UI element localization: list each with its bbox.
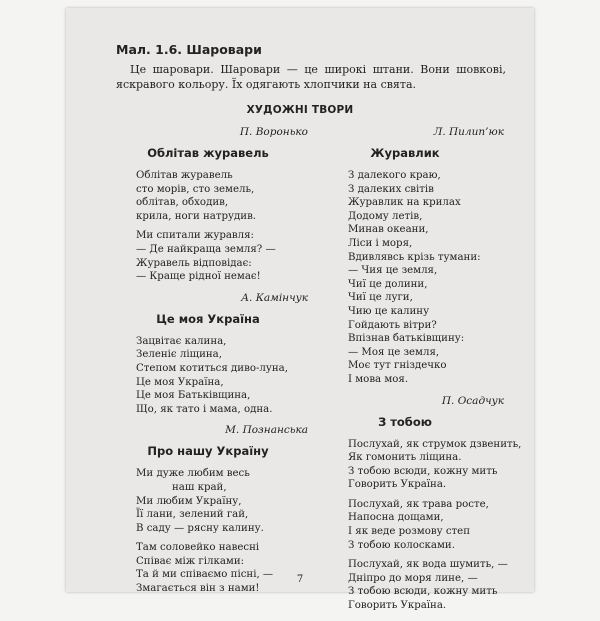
poem-title: З тобою [378, 414, 432, 429]
poem-line: — Чия це земля, [348, 265, 438, 277]
section-title: ХУДОЖНІ ТВОРИ [246, 104, 354, 116]
poem-line: Ліси і моря, [348, 237, 413, 249]
stanza [108, 169, 308, 223]
poem-line: — Моя це земля, [348, 346, 440, 358]
stanza [108, 229, 308, 283]
poem-author: М. Познанська [225, 424, 308, 437]
book-page [66, 8, 534, 612]
stanza [306, 438, 522, 492]
poem-line: — Де найкраща земля? — [136, 243, 276, 255]
poem-line: Там соловейко навесні [136, 542, 260, 554]
poem-line: Співає між гілками: [136, 555, 245, 567]
poem-line: Говорить Україна. [348, 600, 447, 612]
poem-line: Облітав журавель [136, 170, 233, 181]
figure-description [116, 62, 506, 92]
poem-line: Гойдають вітри? [348, 319, 437, 331]
stanza [108, 467, 308, 535]
poem-line: Вдивлявсь крізь тумани: [348, 251, 481, 263]
figure-caption: Мал. 1.6. Шаровари [116, 42, 262, 57]
poem-line: З далекого краю, [348, 170, 441, 181]
poem-line: Що, як тато і мама, одна. [136, 403, 273, 415]
stanza [306, 498, 504, 552]
poem-line: Чию це калину [348, 305, 430, 317]
poem-line: Це моя Батьківщина, [136, 390, 251, 402]
poem-line: Ми любим Україну, [136, 495, 242, 507]
poem-line: З тобою колосками. [348, 539, 455, 551]
poem-line: Зеленіє ліщина, [136, 349, 222, 361]
poem [108, 424, 308, 595]
poem-author: П. Осадчук [441, 394, 504, 407]
poem-line: крила, ноги натрудив. [136, 210, 257, 222]
poem-line: Послухай, як трава росте, [348, 498, 489, 510]
poem-line: Чиї це луги, [348, 292, 413, 304]
poem-line: сто морів, сто земель, [136, 183, 255, 195]
poem-author: Л. Пилип’юк [433, 126, 504, 138]
poem-line: Її лани, зелений гай, [136, 509, 249, 521]
poem-line: Ми спитали журавля: [136, 230, 254, 242]
stanza [108, 335, 308, 417]
poem-line: Змагається він з нами! [136, 583, 260, 595]
page-number: 7 [296, 574, 304, 585]
poem-line: І мова моя. [348, 373, 409, 385]
right-column [306, 126, 522, 621]
poem-line: В саду — рясну калину. [136, 522, 264, 534]
poem-line: Зацвітає калина, [136, 335, 227, 347]
poem-line: Минав океани, [348, 224, 429, 236]
poem-line: Та й ми співаємо пісні, — [136, 569, 274, 581]
poem [108, 292, 308, 417]
poem-line: Це моя Україна, [136, 376, 224, 388]
figure-description-text: Це шаровари. Шаровари — це широкі штани. Вони шовкові, яскравого кольору. Їх одягають хлопчики на свята. [116, 63, 506, 91]
poem-line: Додому летів, [348, 210, 423, 222]
poem-line: наш край, [172, 481, 227, 493]
poem-title: Це моя Україна [156, 311, 260, 326]
poem-line: Дніпро до моря лине, — [348, 572, 478, 584]
poem-line: З тобою всюди, кожну мить [348, 586, 498, 598]
left-column [108, 126, 308, 604]
poem-line: — Краще рідної немає! [136, 271, 261, 283]
stanza [306, 558, 508, 612]
poem-title: Про нашу Україну [147, 444, 269, 459]
poem-line: Говорить Україна. [348, 479, 447, 491]
poem-line: Журавель відповідає: [136, 257, 252, 269]
poem-line: Послухай, як струмок дзвенить, [348, 438, 522, 450]
poem-line: Чиї це долини, [348, 278, 428, 290]
poem-title: Журавлик [370, 146, 440, 160]
stanza [306, 169, 504, 387]
poem [306, 126, 504, 387]
poem-author: П. Воронько [239, 126, 308, 138]
poem-author: А. Камінчук [241, 291, 308, 304]
poem-line: Журавлик на крилах [348, 197, 461, 209]
poem-line: Як гомонить ліщина. [348, 452, 462, 464]
stanza [108, 541, 308, 595]
poem-title: Облітав журавель [147, 146, 269, 160]
poem-line: І як веде розмову степ [348, 526, 470, 538]
poem-line: Моє тут гніздечко [348, 360, 447, 372]
poem-line: Впізнав батьківщину: [348, 333, 465, 345]
poem-line: З далеких світів [348, 183, 434, 195]
poem-line: облітав, обходив, [136, 197, 229, 209]
poem-line: З тобою всюди, кожну мить [348, 465, 498, 477]
poem-line: Ми дуже любим весь [136, 468, 250, 480]
poem-line: Напосна дощами, [348, 512, 444, 524]
poem-line: Степом котиться диво-луна, [136, 362, 288, 374]
poem-line: Послухай, як вода шумить, — [348, 559, 508, 571]
poem [108, 126, 308, 284]
